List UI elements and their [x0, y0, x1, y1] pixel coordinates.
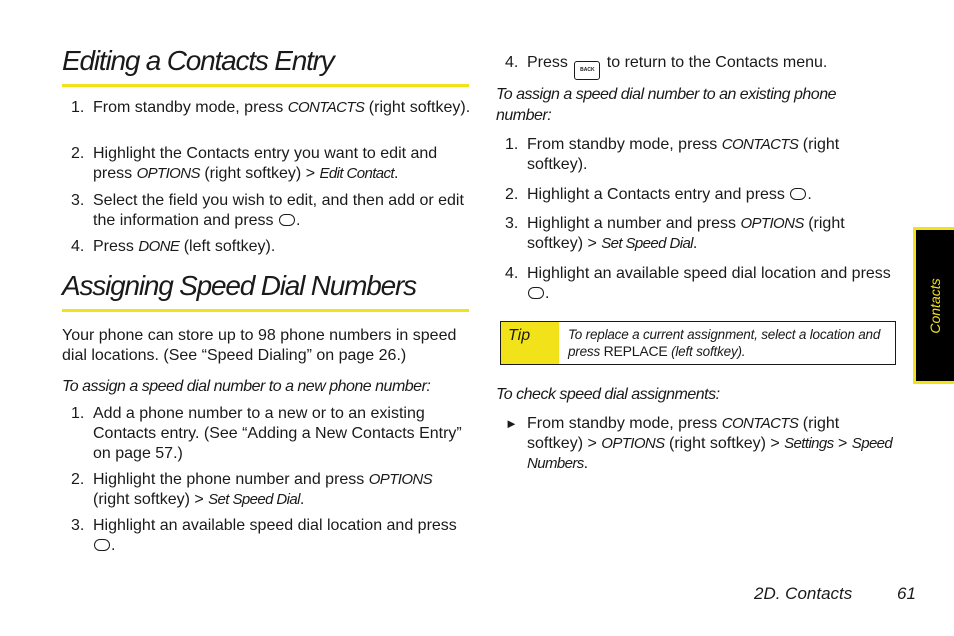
- menu-set-speed-dial: Set Speed Dial: [601, 235, 693, 252]
- ok-key-icon: [279, 214, 295, 226]
- step-text: Highlight the phone number and press OPTIONS (right softkey) > Set Speed Dial.: [93, 471, 433, 508]
- menu-set-speed-dial: Set Speed Dial: [208, 491, 300, 508]
- side-tab-label: Contacts: [927, 277, 943, 334]
- step-text: Highlight a number and press OPTIONS (right softkey) > Set Speed Dial.: [527, 215, 845, 252]
- back-key-icon: BACK: [574, 61, 600, 80]
- side-tab-inner: [916, 230, 954, 381]
- step-number: 4.: [71, 238, 85, 255]
- step-number: 1.: [71, 99, 85, 116]
- ok-key-icon: [94, 539, 110, 551]
- ok-key-icon: [790, 188, 806, 200]
- softkey-done: DONE: [138, 238, 180, 255]
- step-text: From standby mode, press CONTACTS (right softkey).: [527, 136, 840, 173]
- intro-paragraph: Your phone can store up to 98 phone numbers in speed dial locations. (See “Speed Dialing” on page 26.): [62, 327, 457, 364]
- step-number: 2.: [505, 186, 519, 203]
- footer-section: 2D. Contacts: [754, 584, 853, 603]
- step-number: 4.: [505, 265, 519, 282]
- section-side-tab: [913, 227, 954, 384]
- step-number: 4.: [505, 54, 519, 71]
- softkey-options: OPTIONS: [601, 435, 665, 452]
- menu-edit-contact: Edit Contact: [319, 165, 394, 182]
- bullet-arrow-icon: ►: [505, 416, 518, 431]
- step-number: 3.: [71, 517, 85, 534]
- softkey-options: OPTIONS: [740, 215, 804, 232]
- step-number: 3.: [71, 192, 85, 209]
- step-number: 3.: [505, 215, 519, 232]
- step-number: 1.: [505, 136, 519, 153]
- step-text: Highlight an available speed dial location and press .: [93, 517, 457, 554]
- step-text: Highlight an available speed dial location and press .: [527, 265, 891, 302]
- heading-editing-contacts-entry: Editing a Contacts Entry: [62, 45, 334, 76]
- step-text: Add a phone number to a new or to an existing Contacts entry. (See “Adding a New Contacts Entry” on page 57.): [93, 405, 462, 462]
- step-text: Highlight a Contacts entry and press .: [527, 186, 812, 203]
- step-text: Select the field you wish to edit, and then add or edit the information and press .: [93, 192, 464, 229]
- menu-settings: Settings: [784, 435, 834, 452]
- step-number: 2.: [71, 145, 85, 162]
- tip-text: To replace a current assignment, select a location and press REPLACE (left softkey).: [568, 327, 881, 359]
- softkey-contacts: CONTACTS: [721, 415, 799, 432]
- footer-page-number: 61: [897, 584, 916, 603]
- menu-speed-numbers: Speed Numbers: [527, 435, 893, 472]
- step-number: 1.: [71, 405, 85, 422]
- step-text: From standby mode, press CONTACTS (right softkey).: [93, 99, 471, 116]
- heading-rule: [62, 84, 469, 87]
- tip-box: [500, 321, 896, 365]
- softkey-contacts: CONTACTS: [287, 99, 365, 116]
- heading-rule: [62, 309, 469, 312]
- softkey-contacts: CONTACTS: [721, 136, 799, 153]
- ok-key-icon: [528, 287, 544, 299]
- softkey-replace: REPLACE: [603, 343, 668, 359]
- step-text: From standby mode, press CONTACTS (right softkey) > OPTIONS (right softkey) > Settings > Speed Numbers.: [527, 415, 893, 472]
- step-text: Press DONE (left softkey).: [93, 238, 276, 255]
- heading-assigning-speed-dial: Assigning Speed Dial Numbers: [62, 270, 416, 301]
- step-text: Highlight the Contacts entry you want to edit and press OPTIONS (right softkey) > Edit Contact.: [93, 145, 438, 182]
- softkey-options: OPTIONS: [136, 165, 200, 182]
- intro-new-number: To assign a speed dial number to a new phone number:: [62, 378, 431, 395]
- intro-check-assignments: To check speed dial assignments:: [496, 386, 720, 403]
- step-text: Press BACK to return to the Contacts menu.: [527, 53, 901, 80]
- softkey-options: OPTIONS: [368, 471, 433, 488]
- step-number: 2.: [71, 471, 85, 488]
- intro-existing-number: To assign a speed dial number to an existing phone number:: [496, 86, 836, 124]
- tip-label: Tip: [501, 322, 559, 364]
